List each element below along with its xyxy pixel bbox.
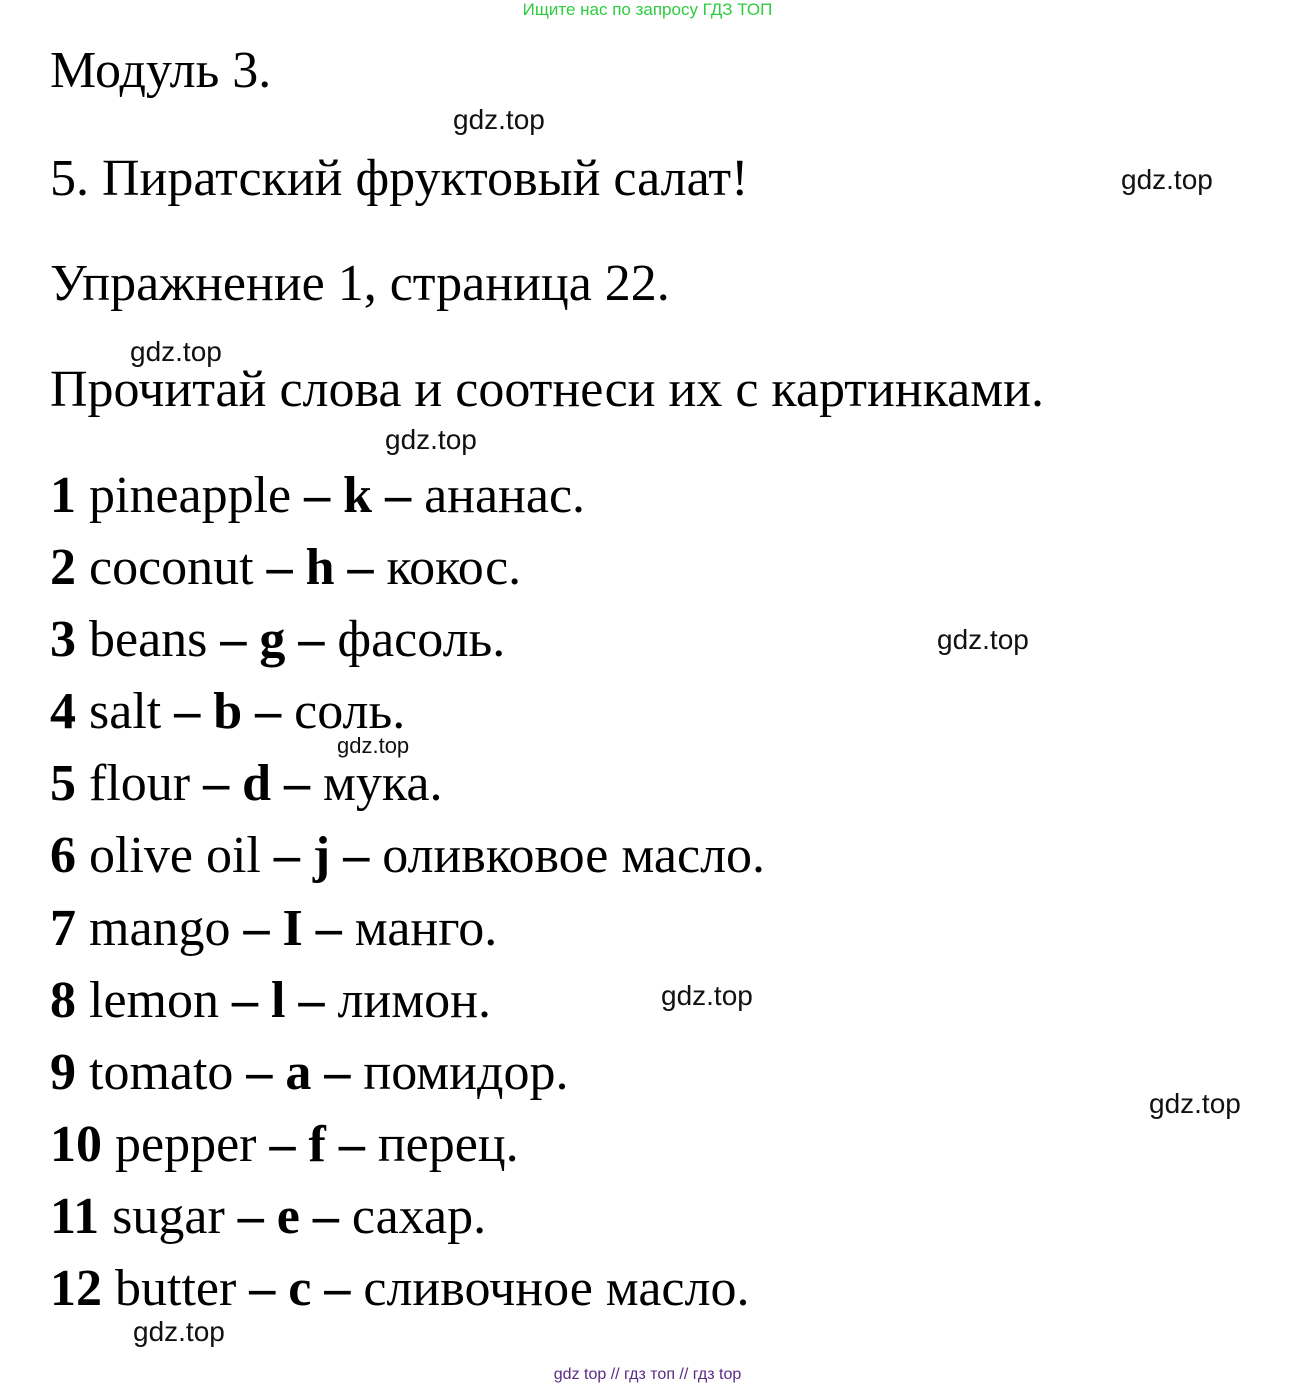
exercise-title: Упражнение 1, страница 22.	[50, 255, 670, 312]
module-title: Модуль 3.	[50, 42, 272, 99]
watermark: gdz.top	[385, 424, 477, 455]
answer-line: 4 salt – b – соль.	[50, 683, 406, 740]
instruction-text: Прочитай слова и соотнеси их с картинками.	[50, 361, 1044, 418]
answer-line: 7 mango – I – манго.	[50, 900, 498, 957]
watermark: gdz.top	[661, 980, 753, 1011]
answer-line: 3 beans – g – фасоль.	[50, 611, 506, 668]
watermark: gdz.top	[130, 336, 222, 367]
top-search-note: Ищите нас по запросу ГДЗ ТОП	[522, 0, 773, 19]
watermark: gdz.top	[133, 1316, 225, 1347]
answer-line: 9 tomato – a – помидор.	[50, 1044, 569, 1101]
watermark: gdz.top	[337, 733, 410, 758]
lesson-title: 5. Пиратский фруктовый салат!	[50, 150, 749, 207]
answer-line: 8 lemon – l – лимон.	[50, 972, 491, 1029]
answer-line: 2 coconut – h – кокос.	[50, 539, 522, 596]
answer-line: 10 pepper – f – перец.	[50, 1116, 519, 1173]
watermark: gdz.top	[937, 624, 1029, 655]
footer-watermark: gdz top // гдз топ // гдз top	[553, 1366, 742, 1383]
answer-line: 11 sugar – e – сахар.	[50, 1188, 487, 1245]
answer-line: 6 olive oil – j – оливковое масло.	[50, 827, 766, 884]
watermark: gdz.top	[1121, 164, 1213, 195]
answer-line: 5 flour – d – мука.	[50, 755, 443, 812]
watermark: gdz.top	[453, 104, 545, 135]
answer-line: 12 butter – c – сливочное масло.	[50, 1260, 750, 1317]
watermark: gdz.top	[1149, 1088, 1241, 1119]
answer-line: 1 pineapple – k – ананас.	[50, 467, 586, 524]
